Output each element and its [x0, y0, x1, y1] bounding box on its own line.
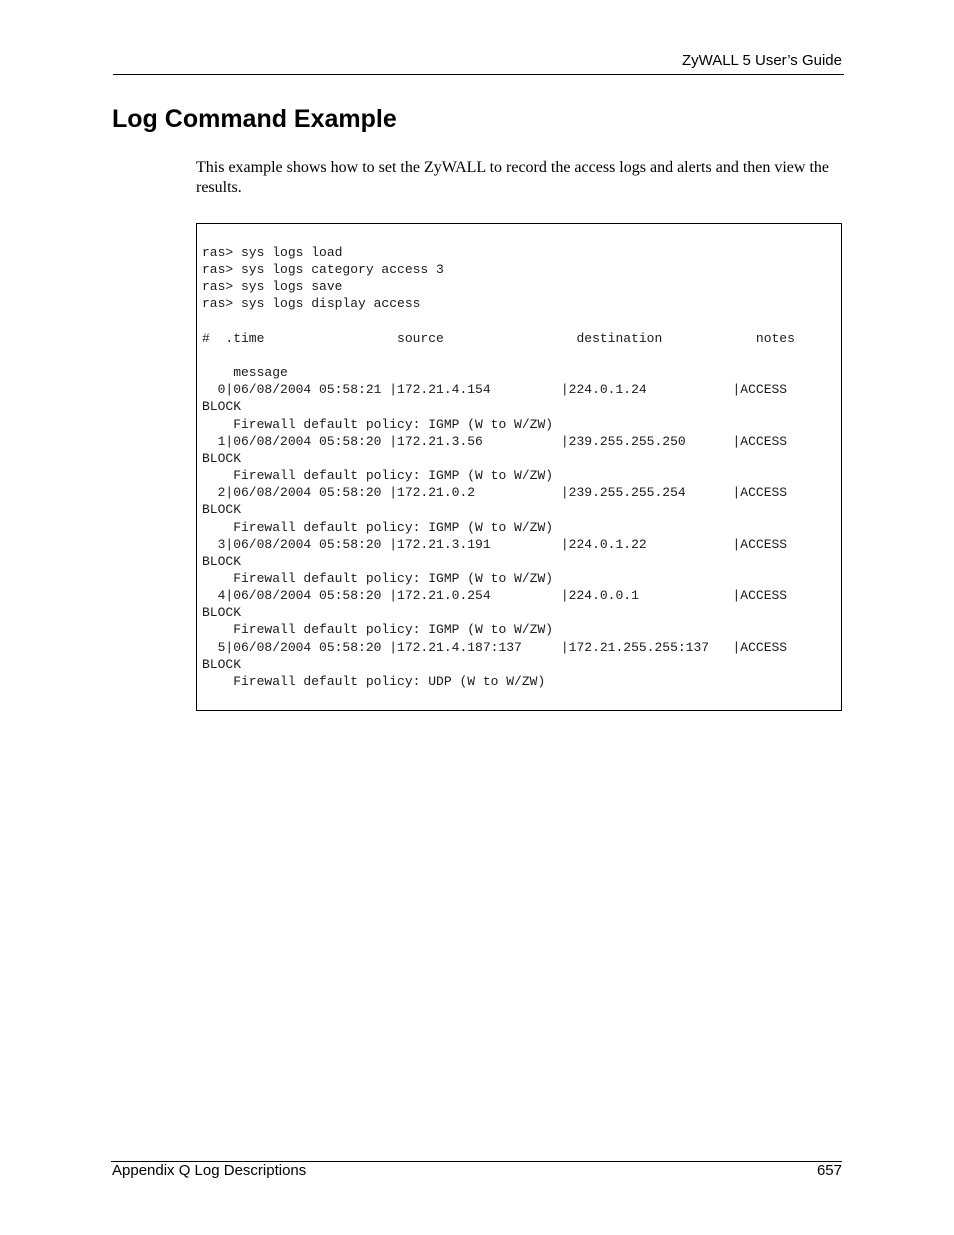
- code-line: ras> sys logs save: [202, 279, 343, 295]
- code-line: Firewall default policy: IGMP (W to W/ZW): [202, 416, 554, 432]
- code-line: ras> sys logs category access 3: [202, 262, 444, 278]
- code-example-box: [196, 223, 842, 711]
- code-line: 0|06/08/2004 05:58:21 |172.21.4.154 |224.0.1.24 |ACCESS: [202, 382, 788, 398]
- code-line: BLOCK: [202, 656, 242, 672]
- code-line: Firewall default policy: IGMP (W to W/ZW): [202, 570, 554, 586]
- section-title: Log Command Example: [112, 105, 397, 133]
- code-line: ras> sys logs display access: [202, 296, 421, 312]
- page-number: 657: [816, 1162, 842, 1179]
- code-line: Firewall default policy: IGMP (W to W/ZW): [202, 468, 554, 484]
- code-line: 2|06/08/2004 05:58:20 |172.21.0.2 |239.255.255.254 |ACCESS: [202, 485, 788, 501]
- code-line: 3|06/08/2004 05:58:20 |172.21.3.191 |224.0.1.22 |ACCESS: [202, 536, 788, 552]
- code-line: message: [202, 365, 288, 381]
- code-line: Firewall default policy: IGMP (W to W/ZW): [202, 622, 554, 638]
- header-divider: [113, 74, 844, 75]
- code-line: BLOCK: [202, 450, 242, 466]
- code-line: 4|06/08/2004 05:58:20 |172.21.0.254 |224.0.0.1 |ACCESS: [202, 588, 788, 604]
- code-line: 1|06/08/2004 05:58:20 |172.21.3.56 |239.255.255.250 |ACCESS: [202, 433, 788, 449]
- running-header-title: ZyWALL 5 User’s Guide: [681, 52, 842, 69]
- intro-paragraph: This example shows how to set the ZyWALL to record the access logs and alerts and then view the results.: [196, 159, 830, 196]
- code-line: # .time source destination notes: [202, 330, 795, 346]
- code-line: ras> sys logs load: [202, 245, 343, 260]
- code-line: Firewall default policy: UDP (W to W/ZW): [202, 673, 546, 689]
- code-line: BLOCK: [202, 605, 242, 621]
- footer-section-name: Appendix Q Log Descriptions: [112, 1162, 307, 1179]
- code-example-text: [202, 244, 795, 690]
- code-line: BLOCK: [202, 399, 242, 415]
- code-line: Firewall default policy: IGMP (W to W/ZW): [202, 519, 554, 535]
- code-line: BLOCK: [202, 553, 242, 569]
- code-line: BLOCK: [202, 502, 242, 518]
- code-line: 5|06/08/2004 05:58:20 |172.21.4.187:137 |172.21.255.255:137 |ACCESS: [202, 639, 788, 655]
